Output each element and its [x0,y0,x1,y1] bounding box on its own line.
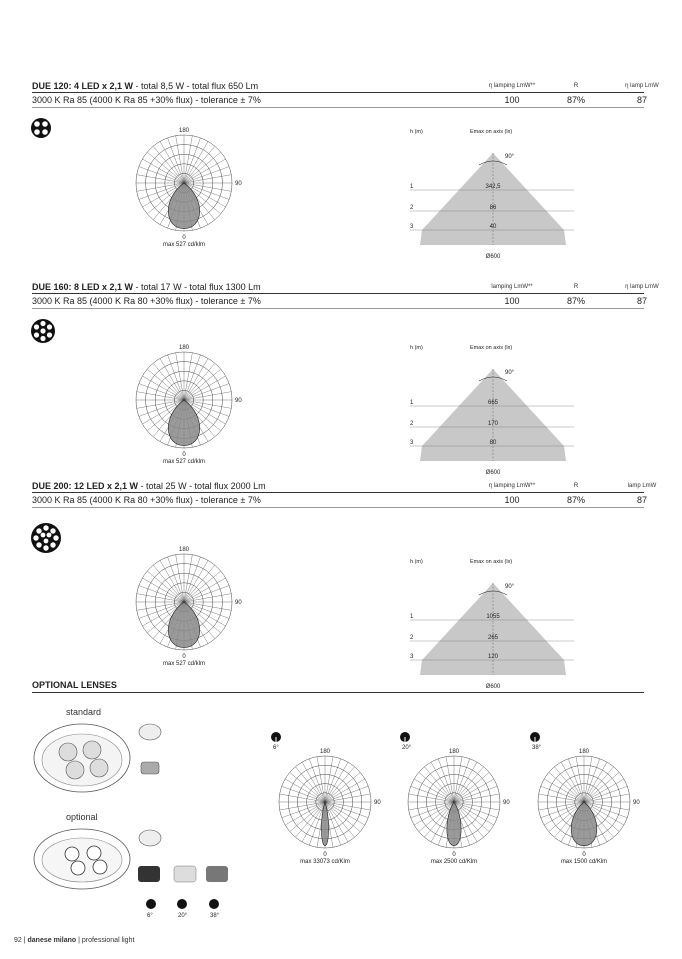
col-header: η lamp LmW [625,83,659,89]
product-header-1 [32,81,659,109]
col-header: R [573,83,579,89]
col-header: η lamping LmW** [488,483,536,489]
height-row-label: 1 [410,400,414,406]
lens-angle-label: 20° [402,745,412,751]
emax-diagram [398,555,588,695]
section-title: OPTIONAL LENSES [32,680,117,690]
col-value: 87 [636,296,647,306]
polar-max-label: max 527 cd/klm [162,661,206,667]
height-row-label: 1 [410,184,414,190]
product-subline: 3000 K Ra 85 (4000 K Ra 80 +30% flux) - tolerance ± 7% [32,296,261,306]
polar-lobe [168,183,199,229]
col-value: 87% [566,95,585,105]
lens-angle-label: 20° [178,913,188,919]
footer: 92 | danese milano | professional light [14,937,135,944]
polar-diagram [134,344,244,464]
polar-diagram [134,546,244,666]
polar-max-label: max 527 cd/klm [162,242,206,248]
optional-lamp-illustration [30,826,134,892]
polar-label-right: 90 [633,800,640,806]
emax-diagram [398,341,588,481]
lens-angle-label: 6° [273,745,279,751]
emax-value: 342,5 [485,184,501,190]
polar-label-right: 90 [235,181,242,187]
polar-label-bottom: 0 [323,852,327,858]
polar-diagram [134,127,244,247]
polar-label-bottom: 0 [452,852,456,858]
product-subline: 3000 K Ra 85 (4000 K Ra 80 +30% flux) - tolerance ± 7% [32,495,261,505]
polar-label-right: 90 [374,800,381,806]
emax-h-label: h (m) [410,129,423,135]
lens-angle-label: 38° [210,913,220,919]
emax-diagram [398,125,588,265]
emax-value: 1055 [486,614,500,620]
polar-label-bottom: 0 [182,235,186,241]
led-8-icon [30,318,56,344]
lens-polar-diagram [527,730,640,865]
product-header-3 [32,481,657,509]
lens-icon [209,899,219,909]
emax-value: 120 [487,654,499,660]
lens-polar-diagram [268,730,381,865]
optional-lens-parts-illustration [134,828,234,892]
height-row-label: 2 [410,421,414,427]
page-number: 92 [14,937,22,944]
emax-value: 86 [489,205,497,211]
col-header: η lamping LmW** [488,83,536,89]
col-header: R [573,284,579,290]
polar-max-label: max 1500 cd/Klm [560,859,608,865]
optional-label: optional [66,812,98,822]
emax-value: 80 [489,440,497,446]
section-name: professional light [81,937,135,944]
diameter-label: Ø600 [485,254,501,260]
polar-label-top: 180 [578,749,590,755]
height-row-label: 3 [410,654,414,660]
height-row-label: 1 [410,614,414,620]
product-spec: - total 8,5 W - total flux 650 Lm [133,81,259,91]
height-row-label: 2 [410,635,414,641]
polar-max-label: max 33073 cd/Klm [300,859,350,865]
polar-lobe [571,802,597,846]
beam-angle: 90° [505,584,515,590]
product-spec: - total 17 W - total flux 1300 Lm [133,282,261,292]
diameter-label: Ø600 [485,470,501,476]
col-header: lamp LmW [627,483,657,489]
polar-max-label: max 2500 cd/Klm [430,859,478,865]
polar-label-bottom: 0 [182,654,186,660]
brand-name: danese milano [27,937,77,944]
col-value: 87% [566,495,585,505]
polar-label-right: 90 [235,600,242,606]
emax-value: 170 [487,421,499,427]
polar-label-top: 180 [178,128,190,134]
lens-parts-illustration [136,722,164,782]
emax-value: 40 [489,224,497,230]
emax-title: Emax on axis (lx) [470,559,513,565]
col-value: 100 [504,95,520,105]
diameter-label: Ø600 [485,684,501,690]
polar-lobe [447,802,461,846]
beam-angle: 90° [505,154,515,160]
lens-angle-label: 6° [147,913,153,919]
lens-angle-label: 38° [532,745,542,751]
led-12-icon [30,522,62,554]
polar-label-right: 90 [503,800,510,806]
product-name: DUE 160: 8 LED x 2,1 W [32,282,134,292]
product-header-2 [32,282,659,310]
emax-title: Emax on axis (lx) [470,345,513,351]
col-value: 100 [504,495,520,505]
polar-label-bottom: 0 [182,452,186,458]
col-value: 87% [566,296,585,306]
polar-label-top: 180 [178,547,190,553]
emax-value: 665 [487,400,499,406]
beam-angle: 90° [505,370,515,376]
product-name: DUE 200: 12 LED x 2,1 W [32,481,139,491]
polar-label-bottom: 0 [582,852,586,858]
polar-label-top: 180 [319,749,331,755]
product-name: DUE 120: 4 LED x 2,1 W [32,81,134,91]
emax-value: 265 [487,635,499,641]
polar-lobe [168,400,199,446]
col-value: 87 [636,495,647,505]
polar-label-right: 90 [235,398,242,404]
col-header: lamping LmW** [491,284,533,290]
col-header: η lamp LmW [625,284,659,290]
led-4-icon [30,117,52,139]
standard-label: standard [66,707,102,717]
product-spec: - total 25 W - total flux 2000 Lm [138,481,266,491]
standard-lamp-illustration [30,720,134,796]
lens-icon [177,899,187,909]
height-row-label: 3 [410,440,414,446]
product-subline: 3000 K Ra 85 (4000 K Ra 85 +30% flux) - tolerance ± 7% [32,95,261,105]
polar-lobe [168,602,199,648]
lens-polar-diagram [397,730,510,865]
polar-label-top: 180 [448,749,460,755]
lens-icon [146,899,156,909]
polar-max-label: max 527 cd/klm [162,459,206,465]
emax-h-label: h (m) [410,345,423,351]
col-value: 100 [504,296,520,306]
col-value: 87 [636,95,647,105]
height-row-label: 3 [410,224,414,230]
emax-h-label: h (m) [410,559,423,565]
col-header: R [573,483,579,489]
emax-title: Emax on axis (lx) [470,129,513,135]
height-row-label: 2 [410,205,414,211]
polar-label-top: 180 [178,345,190,351]
